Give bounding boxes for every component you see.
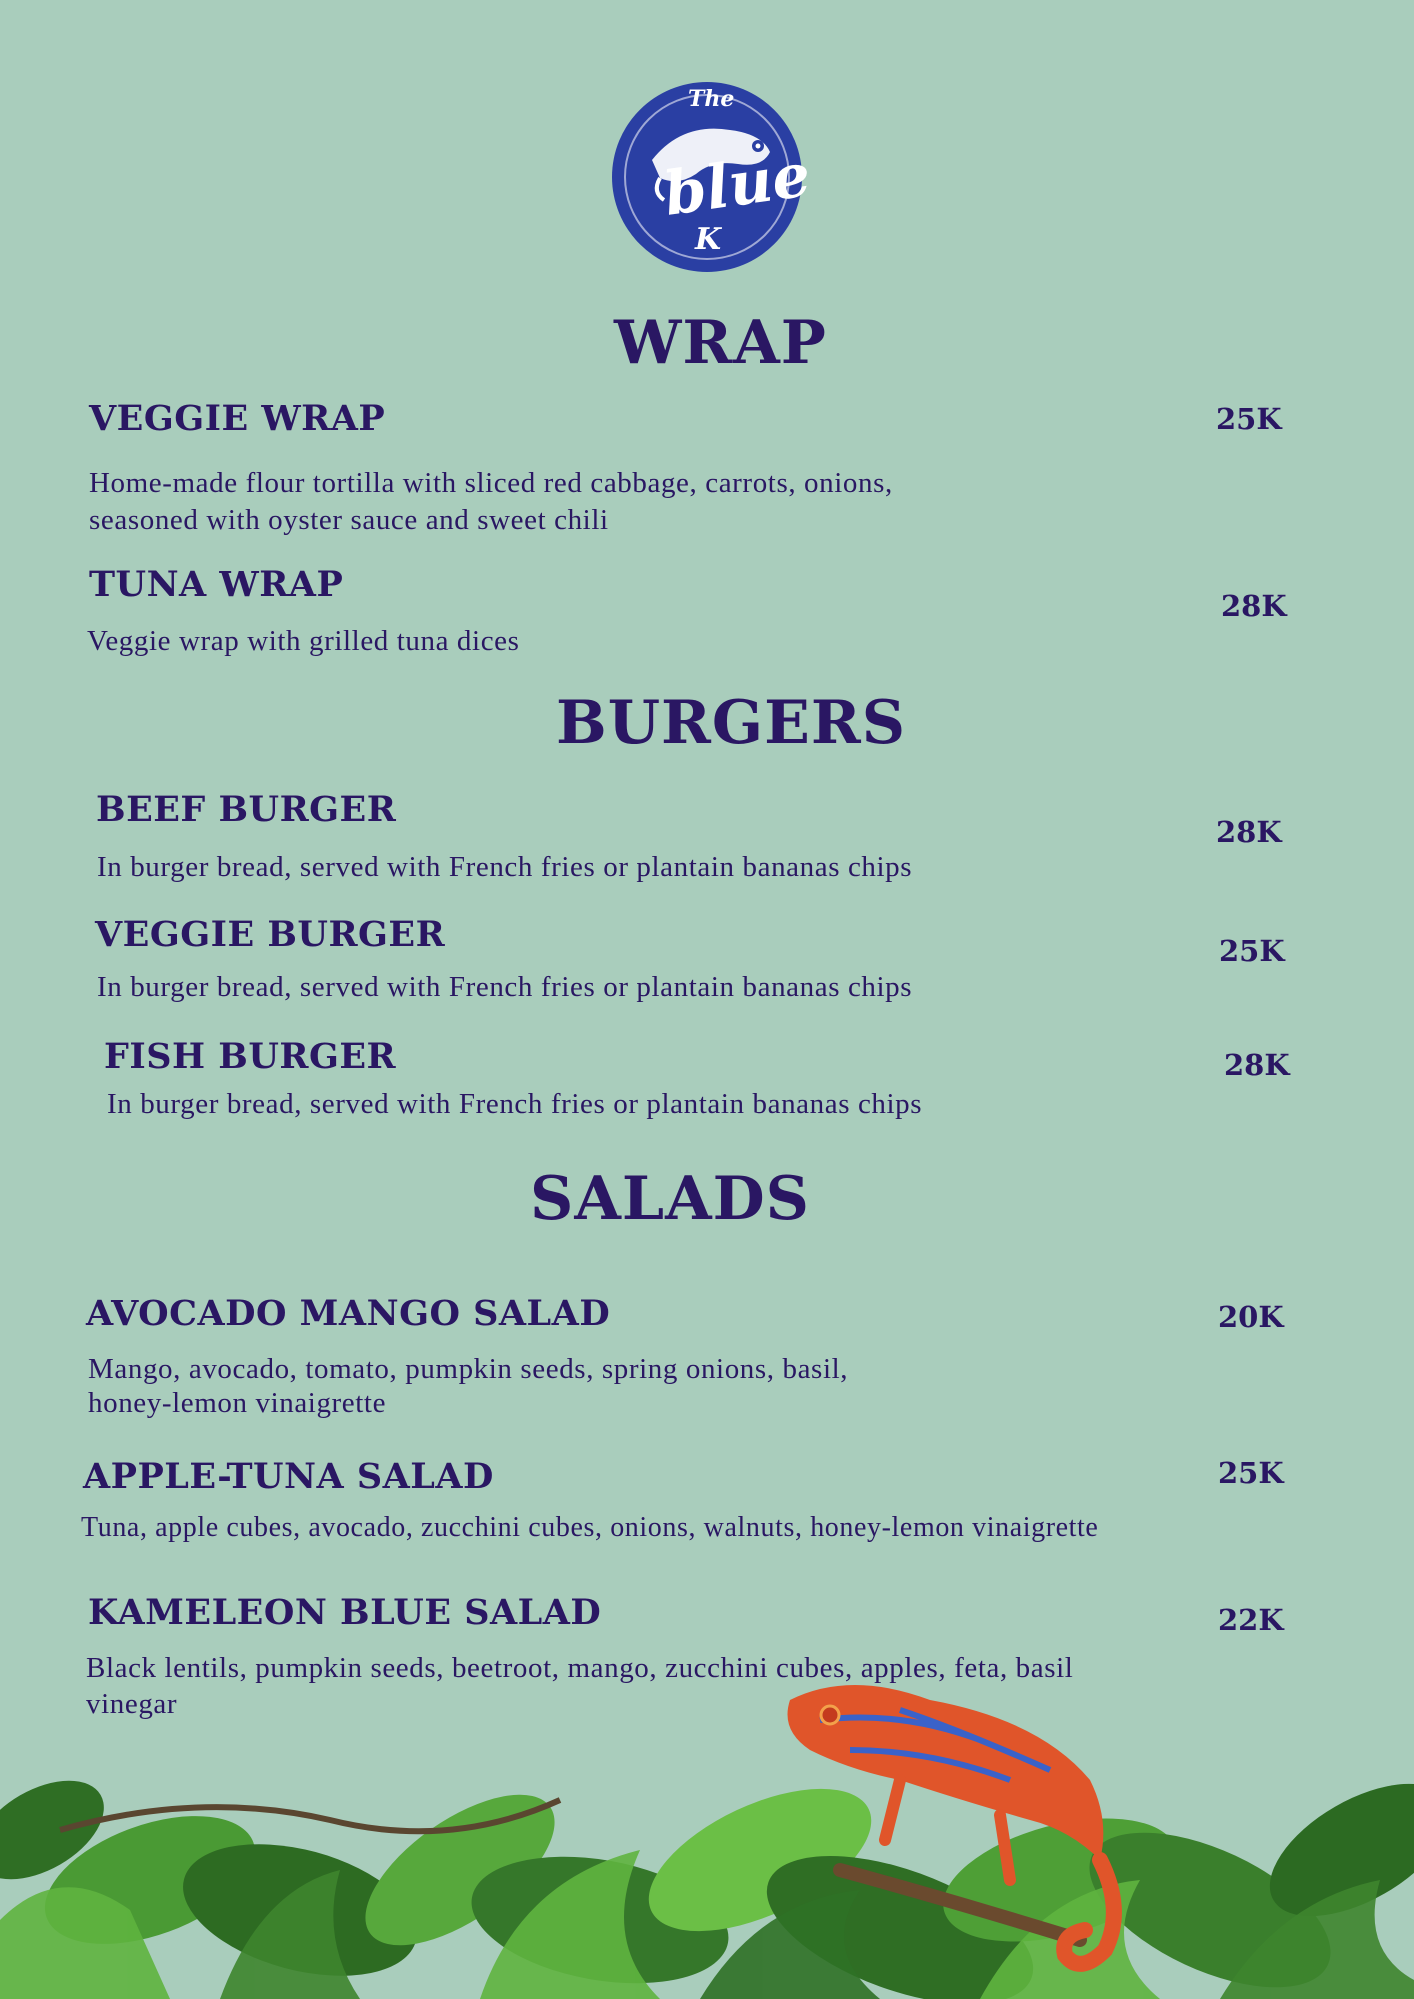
- item-price-kameleon-blue-salad: 22K: [1218, 1603, 1284, 1637]
- item-price-apple-tuna-salad: 25K: [1218, 1456, 1284, 1490]
- item-price-avocado-mango-salad: 20K: [1218, 1300, 1284, 1334]
- section-title-wrap: WRAP: [614, 308, 827, 378]
- item-price-tuna-wrap: 28K: [1221, 589, 1287, 623]
- item-name-veggie-burger: VEGGIE BURGER: [95, 914, 446, 955]
- desc-line: vinegar: [86, 1688, 178, 1720]
- item-name-veggie-wrap: VEGGIE WRAP: [89, 398, 386, 439]
- desc-line: Mango, avocado, tomato, pumpkin seeds, spring onions, basil,: [88, 1353, 849, 1385]
- desc-line: Home-made flour tortilla with sliced red cabbage, carrots, onions,: [89, 467, 893, 499]
- item-desc-veggie-burger: [97, 969, 912, 1006]
- desc-line: Black lentils, pumpkin seeds, beetroot, mango, zucchini cubes, apples, feta, basil: [86, 1652, 1074, 1684]
- item-name-avocado-mango-salad: AVOCADO MANGO SALAD: [86, 1293, 611, 1334]
- desc-line: In burger bread, served with French fries or plantain bananas chips: [97, 971, 913, 1003]
- logo-k-text: K: [695, 222, 722, 257]
- desc-line: Tuna, apple cubes, avocado, zucchini cubes, onions, walnuts, honey-lemon vinaigrette: [81, 1512, 1099, 1543]
- item-price-veggie-burger: 25K: [1219, 934, 1285, 968]
- item-name-tuna-wrap: TUNA WRAP: [89, 564, 344, 605]
- item-name-kameleon-blue-salad: KAMELEON BLUE SALAD: [88, 1592, 602, 1633]
- brand-logo: [612, 82, 815, 272]
- logo-blue-text: blue: [659, 140, 815, 230]
- item-price-beef-burger: 28K: [1216, 815, 1282, 849]
- item-desc-apple-tuna-salad: [81, 1509, 1098, 1546]
- item-desc-fish-burger: [107, 1086, 922, 1123]
- item-desc-beef-burger: [97, 849, 912, 886]
- desc-line: In burger bread, served with French fries or plantain bananas chips: [97, 851, 913, 883]
- item-desc-avocado-mango-salad: [88, 1352, 848, 1420]
- section-title-burgers: BURGERS: [556, 688, 907, 758]
- section-title-salads: SALADS: [530, 1164, 810, 1234]
- item-name-beef-burger: BEEF BURGER: [96, 789, 397, 830]
- item-price-fish-burger: 28K: [1224, 1048, 1290, 1082]
- item-desc-tuna-wrap: [87, 623, 520, 660]
- desc-line: Veggie wrap with grilled tuna dices: [87, 625, 520, 657]
- item-name-fish-burger: FISH BURGER: [104, 1036, 397, 1077]
- chameleon-jungle-illustration: [0, 1680, 1414, 1999]
- desc-line: honey-lemon vinaigrette: [88, 1387, 387, 1419]
- item-name-apple-tuna-salad: APPLE-TUNA SALAD: [83, 1456, 494, 1497]
- desc-line: In burger bread, served with French fries or plantain bananas chips: [107, 1088, 923, 1120]
- desc-line: seasoned with oyster sauce and sweet chili: [89, 504, 609, 536]
- leaf-icon: [0, 1757, 1414, 1999]
- item-price-veggie-wrap: 25K: [1216, 402, 1282, 436]
- item-desc-veggie-wrap: [89, 465, 893, 539]
- logo-the-text: The: [688, 86, 735, 112]
